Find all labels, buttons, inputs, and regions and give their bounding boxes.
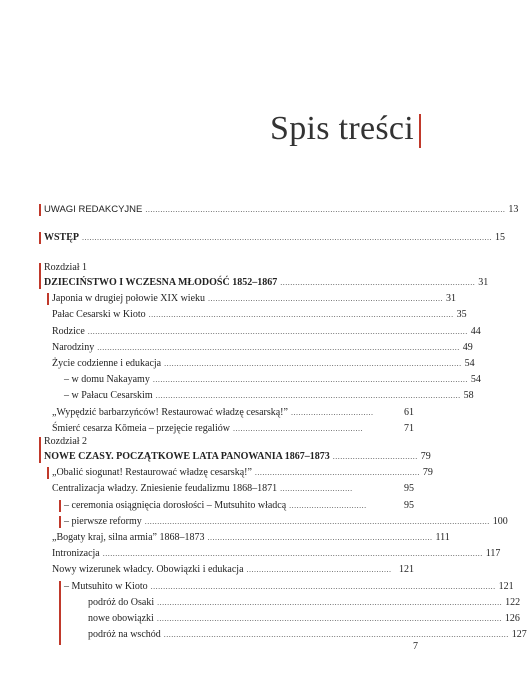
toc-entry[interactable]: Intronizacja ........................................................................................................................................................ 117: [44, 546, 414, 562]
leader-dots: ..........................................................................................................................................: [163, 630, 509, 640]
leader-dots: ........................................................................................................................................................: [102, 549, 483, 559]
entry-page: 13: [508, 204, 519, 215]
toc-entry[interactable]: – Mutsuhito w Kioto .......................................................................................................................................... 121: [44, 579, 414, 595]
chapter-title-entry[interactable]: [44, 449, 431, 465]
toc-entry[interactable]: – w Pałacu Cesarskim .......................................................................................................................... 58: [44, 388, 414, 404]
leader-dots: .................................................................................................................................................: [97, 342, 460, 352]
leader-dots: ..........................................................: [246, 565, 392, 575]
leader-dots: ................................................................................................................................................: [145, 205, 506, 214]
entry-page: 79: [420, 451, 431, 462]
accent-bar: [59, 516, 61, 528]
leader-dots: ..........................................................................................................................................: [156, 613, 502, 623]
leader-dots: ....................................................................................................................................................................: [82, 233, 493, 242]
toc-entry[interactable]: „Obalić siogunat! Restaurować władzę cesarską!” .................................................................. 79: [44, 465, 414, 481]
leader-dots: .............................: [280, 484, 353, 494]
leader-dots: ..........................................................................................................................................: [144, 516, 490, 526]
toc-entry-uwagi[interactable]: [44, 202, 519, 218]
toc-entry[interactable]: podróż na wschód .......................................................................................................................................... 127: [44, 627, 414, 643]
toc-entry[interactable]: Centralizacja władzy. Zniesienie feudalizmu 1868–1871 ............................. 95: [44, 481, 414, 497]
accent-bar: [39, 263, 41, 289]
toc-title: Spis treści: [269, 110, 414, 147]
chapter-title-entry[interactable]: [44, 275, 489, 291]
leader-dots: ..........................................................................................................................................: [150, 581, 496, 591]
leader-dots: .......................................................................................................................: [164, 358, 462, 368]
toc-chapter-1: [44, 261, 489, 437]
toc-entry[interactable]: Rodzice ........................................................................................................................................................ 44: [44, 324, 414, 340]
entry-title: NOWE CZASY. POCZĄTKOWE LATA PANOWANIA 1867–1873: [44, 451, 330, 462]
toc-chapter-2: [44, 435, 527, 643]
leader-dots: ...............................: [289, 500, 367, 510]
toc-entry[interactable]: „Wypędzić barbarzyńców! Restaurować władzę cesarską!” ................................. 61: [44, 405, 414, 421]
toc-wstep: [44, 230, 506, 246]
leader-dots: ..............................................................................................: [208, 294, 444, 304]
leader-dots: ..................................: [332, 452, 418, 461]
leader-dots: ..................................................................: [254, 468, 420, 478]
toc-entry[interactable]: Śmierć cesarza Kōmeia – przejęcie regaliów .................................................... 71: [44, 421, 414, 437]
accent-bar: [39, 232, 41, 244]
entry-page: 15: [495, 232, 506, 243]
chapter-label: Rozdział 1: [44, 262, 88, 273]
leader-dots: ....................................................: [232, 423, 363, 433]
accent-bar: [47, 293, 49, 305]
toc-uwagi: [44, 202, 519, 218]
leader-dots: ..............................................................................................................................: [152, 375, 468, 385]
toc-entry[interactable]: – pierwsze reformy .......................................................................................................................................... 100: [44, 514, 414, 530]
toc-entry[interactable]: – ceremonia osiągnięcia dorosłości – Mutsuhito władcą ............................... 95: [44, 498, 414, 514]
toc-entry[interactable]: Narodziny ................................................................................................................................................. 49: [44, 340, 414, 356]
entry-title: DZIECIŃSTWO I WCZESNA MŁODOŚĆ 1852–1867: [44, 277, 278, 288]
accent-bar: [39, 204, 41, 216]
toc-entry[interactable]: Japonia w drugiej połowie XIX wieku .............................................................................................. 31: [44, 291, 414, 307]
toc-entry[interactable]: Życie codzienne i edukacja ....................................................................................................................... 54: [44, 356, 414, 372]
leader-dots: ..........................................................................................................................: [148, 310, 454, 320]
leader-dots: ..............................................................................: [280, 278, 476, 287]
leader-dots: ..........................................................................................: [207, 532, 433, 542]
accent-bar: [39, 437, 41, 463]
leader-dots: ..........................................................................................................................................: [157, 597, 503, 607]
leader-dots: .................................: [290, 407, 374, 417]
entry-title: UWAGI REDAKCYJNE: [44, 204, 143, 215]
toc-entry-wstep[interactable]: [44, 230, 506, 246]
toc-entry[interactable]: Pałac Cesarski w Kioto .......................................................................................................................... 35: [44, 307, 414, 323]
toc-entry[interactable]: „Bogaty kraj, silna armia” 1868–1873 .......................................................................................... 111: [44, 530, 414, 546]
toc-entry[interactable]: nowe obowiązki .......................................................................................................................................... 126: [44, 611, 414, 627]
leader-dots: ........................................................................................................................................................: [87, 326, 468, 336]
chapter-label: Rozdział 2: [44, 436, 88, 447]
leader-dots: ..........................................................................................................................: [155, 391, 461, 401]
accent-bar: [59, 500, 61, 512]
toc-entry[interactable]: – w domu Nakayamy .............................................................................................................................. 54: [44, 372, 414, 388]
toc-entry[interactable]: podróż do Osaki .......................................................................................................................................... 122: [44, 595, 414, 611]
title-accent-bar: [419, 114, 421, 148]
toc-entry[interactable]: Nowy wizerunek władcy. Obowiązki i edukacja .......................................................... 121: [44, 562, 414, 578]
page-number: 7: [413, 641, 418, 652]
entry-page: 31: [478, 277, 489, 288]
accent-bar: [47, 467, 49, 479]
entry-title: WSTĘP: [44, 232, 80, 243]
